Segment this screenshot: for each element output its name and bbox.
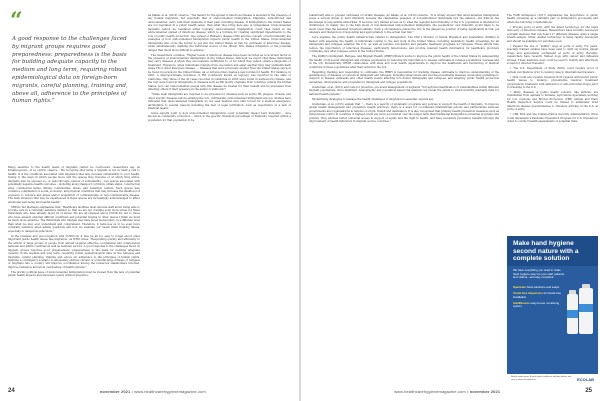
paragraph: The researchers continue, “Higher levels of infectious disease have been recorded as a recurrent factor in the presence of undocumented immigration in the United States. Although we report that these individuals may carry diseases of which they are unaware, indifferent to, or for which they cannot obtain a diagnostic or treatment. Therefore, when individuals migrate from one nation and enter another they may unintentionally share TB or other infectious disease. … Diseases that were previously exempt from the United States can now be found in persons in the United States, an occurrence that creates a new burden for health. For instance, in 2007, a disproportionate incidence of HD (commonly known as leprosy) was reported in the state of California. Only three of the 45 cases recorded in California in 2003 were found in native-born citizens, and the rest were found in immigrants. If diseases such as HD mostly originate from countries outside the United States, how can undocumented people with this disease be treated for their benefit and be prevented from infecting others if their presence in the nation is unknown?” bbox=[148, 53, 291, 92]
right-page bbox=[301, 0, 600, 401]
bullet-item: • The U.S. Department of State (DOS) could require proof of certain vaccinations prior to issuing visas to international travelers. bbox=[507, 67, 598, 74]
ecolab-logo: ECOLAB bbox=[577, 377, 594, 382]
page-number: 24 bbox=[8, 388, 15, 394]
ad-item-desc: for hands-free installation bbox=[513, 290, 561, 299]
left-page-column-1 bbox=[8, 166, 140, 279]
bullet-item: • Provide ports of entry with the latest technology for the rapid discovery of infectious disease. Researchers have recently developed a breath analyzer that can detect 17 different diseases using a single breath sample. Other, similar technology is being rapidly developed and should be available for purchase soon. bbox=[507, 25, 598, 43]
bullet-item: • DOS could also require travelers from regions with known public health issues to undergo preventative medical treatment (prophylactic treatment with antibiotics or anti-retroviral drugs) prior to traveling to the U.S. bbox=[507, 75, 598, 89]
paragraph: Being sensitive to the health needs of migrants cannot be overlooked, researchers say. As Kiriakoupoulos, et al. (2019) observe, “We recognise that being a migrant is not in itself a risk to health. It is the conditions associated with migration that may increase vulnerability to poor health. Owing to the ways in which people move and the spaces they traverse or at which they arrive, migrants may be exposed to—or pass through—spaces of vulnerability – key spaces associated with potentially negative health outcomes – including along transport corridors, urban slums, construction sites, commercial farms, fishing communities, mines, and detention centers. Such spaces may contain a combination of social, economic, and physical conditions that may increase the likelihood of exposure to violence and abuse and/or acquisition of communicable or non-communicable disease. The daily stressors that may be experienced in these spaces are increasingly acknowledged to affect emotional well-being and mental health.” bbox=[8, 166, 140, 204]
ad-list-item bbox=[513, 286, 565, 290]
footer-info: www.healthcarehygienemagazine.com • november 2021 bbox=[394, 388, 501, 394]
paragraph: “While legal immigrants are required to be screened for diseases such as active TB, plagues, cholera, and other specific diseases before entering the U.S., intrinsically undocumented immigrants are not. Studies have indicated that undocumented immigrants do not seek medical care until forced for a medical emergency, attributable to several reasons including the fear of legal retribution, such as deportation or a lack of financial means. bbox=[148, 93, 291, 110]
bullet-item: • CBP, DOS and the Transportation Security Administration (TSA) could implement a Pandemic Prevention Program for U.S. travelers in order to conduct health assessments of potential risks. bbox=[507, 113, 598, 124]
right-page-column-1 bbox=[309, 14, 499, 125]
bullet-item: • Expand the use of “sniffer” dogs at ports of entry. For years, specially trained canines have been used to sniff out bombs, illegal drugs and agricultural contraband at ports of entry. Recently, researchers have recently trained dogs with cancer and influenza viruses. These medicine dogs could be used to rapidly and effectively screen for infected travelers. bbox=[507, 44, 598, 66]
ad-item-desc: easy-to-use monitoring system bbox=[513, 300, 560, 309]
ad-fine-print: Health made easier. Ecolab helps healthcare facilities deliver safe care in clean environments. bbox=[511, 376, 572, 381]
ad-item-name: Spectrum bbox=[513, 285, 526, 289]
paragraph: Modernizing strategies to manage the health challenges of migration is essential, experts say. bbox=[312, 97, 434, 101]
paragraph: Guzhobiak, et al. (2015) explain that “… there is a paucity of systematic programs and policies to support the health of migrants. To improve global health management and preventive health practices, there is a need for coordinated international actions and partnerships between governments and organizations in nations of origin, transit and destination. It is also recognized that primary health prevention measures such as tuberculosis control in countries of highest origin are more economical over the longer term than traditional immigration screening programs and policies. They address better universal access in support of equity and the right to health, and have secondary preventive benefits through the improvement of health indicators in migrant source countries.” bbox=[309, 102, 499, 124]
paragraph: Let’s examine the public health infrastructure related to immigration. The CDC’s Division of Global Migration and Quarantine (DGMQ) is tasked with assessing the health of individuals coming to the and work in the United States, including mandatory health screenings for all immigrants and refugees entering the U.S., as well as revenue vaccination and parasite treatment programs for refugees. These efforts help reduce the importation of infectious diseases, particularly tuberculosis, and provide relevant health information for healthcare providers continuing care after refugees arrive in the United States. bbox=[309, 36, 499, 54]
footer-info: november 2021 • www.healthcarehygienemagazine.com bbox=[99, 388, 206, 394]
left-page-column-2 bbox=[148, 14, 291, 124]
sanitizer-bottle bbox=[579, 288, 593, 334]
footer-site: www.healthcarehygienemagazine.com bbox=[134, 388, 206, 394]
ad-list-item bbox=[513, 292, 565, 299]
paragraph: As Dallas, et al. (2019) observe, “The hazard for the spread of infectious disease is elevated in the presence of any human migration, but especially that of undocumented immigration. Migrants, unmonitored and undocumented, carry with them elements of their past, including disease. If immigrants to the United States are not regulated in a public health sense, then what they bring here also is unregulated. Undocumented migrants cannot be regulated either logically, undocumented immigration could then result in the undocumented spread of infectious disease, which is a formula for creating significant impediments to the role of public health protection. The spread of Hansen’s disease (HD) and the concern of herd immunity are examples of how undocumented immigration impacts public health in the United States. Undocumented immigrants who cross the border to get into the United States at risk for outbreaks of infectious disease, while simultaneously masking the individual source of the threat. This makes mitigation of the potential danger that much more difficult to achieve.” bbox=[148, 14, 291, 52]
footer-date: november 2021 bbox=[99, 388, 131, 394]
paragraph: In the business and preoccupation with COVID-19, it may be all too easy to forget about other important public health issues like migration. As WHO notes, “Responding quickly and efficiently to the arrival of large groups of people from abroad requires effective coordination and collaboration between and within countries as well as between sectors. A good response to the challenges faced by migrant groups requires good preparedness: preparedness is the basis for building adequate capacity in the medium and long term, requiring robust epidemiological data on the refugees and migrants, careful planning, training and, above all, adherence to the principles of human rights. Defining a contingency scenario to adequately address current or potential large influxes of refugees or migrants into a country will improve coordination among the numerous stakeholders involved, improve resilience and avoid overloading of health systems.” bbox=[8, 234, 140, 269]
footer-date: november 2021 bbox=[469, 388, 501, 394]
ad-footer-strip bbox=[507, 374, 598, 388]
paragraph: The DGMQ’s Immigrant, Refugee, and Migrant Health (IRMH) Branch works to improve the public health of the United States by safeguarding the health of US-bound immigrant and refugee populations by reducing the importation to disease outbreaks in refugee populations overseas and in the US. Domestically, IRMH collaborates with state and local health departments to improve the healthcare and monitoring of medical conditions in these populations after their arrival in the U.S. bbox=[309, 55, 499, 69]
ad-headline: Make hand hygiene second nature with a complete solution bbox=[513, 240, 579, 263]
bullet-item: • Many diseases of public health concern, like anthrax, are transmitted from animals to humans. Agriculture Specialists working for U.S. Customs and Border Protection (CBP) Animal and Plant Health Inspection Service could be trained to administer brief infectious disease questionnaires to travelers arriving in the U.S. at ports of entry. bbox=[507, 91, 598, 112]
paragraph: The FAIR whitepaper (2017) emphasizes the importance of public health screening as a standard part of immigration processing and offers the following considerations: bbox=[507, 14, 598, 24]
sanitizer-bottle bbox=[567, 294, 578, 334]
page-number: 25 bbox=[585, 388, 592, 394]
paragraph: The prickly political issue of undocumented immigration must be viewed from the lens of potential public health impacts and discussed openly without prejudice. bbox=[8, 270, 140, 278]
pull-quote-text: A good response to the challenges faced by migrant groups requires good preparedness: preparedness is the basis for building adequate capacity to the medium and long term, requiring robust epidemiological data on foreign-born migrants, careful planning, training and, above all, adherence to the principles of human rights.” bbox=[12, 36, 128, 105]
ad-list-item bbox=[513, 302, 565, 309]
product-bottles-image bbox=[565, 282, 595, 342]
paragraph: Some experts point to how undocumented immigration could potentially impact herd immunity – once known as community protection – which is the specific threshold percentage of immunity required within a population for that population to be bbox=[148, 112, 291, 122]
right-page-column-2 bbox=[507, 14, 598, 125]
footer-site: www.healthcarehygienemagazine.com bbox=[394, 388, 466, 394]
quote-mark-icon: “ bbox=[10, 8, 23, 34]
ad-item-name: IntelliSource bbox=[513, 300, 530, 305]
paragraph: realistically able to prevent outbreaks of certain diseases. As Dallas, et al. (2019) observe, “It is widely argued that undocumented immigration poses a serious threat to herd immunity because the clandestine presence of non-immunized individuals tips the balance—but without the knowledge of responsible authorities. If we have very limited access as to what the regional herd immunity of the U.S. population is intended for childrenpox, in reality, due to the high levels of non-immunized undocumented immigrants, the populations’ own immunity would likely to be much lower than the assumed threshold statistic. Such a circumstance places the U.S. in the dangerous position of being significantly at risk, yet unaware and therefore not responding and appropriately to the actual real risk.” bbox=[309, 14, 499, 35]
ad-item-name: Touch-free dispensers bbox=[513, 290, 543, 295]
paragraph: Guzhobiak, et al. (2015) advocate for proactive, pre-event management of migrants “through the identification of vulnerabilities within different migrant populations. Once identified, demographic and population-based risk analysis can reveal the extent to which mobility gradually risks for national health systems.” bbox=[309, 85, 499, 96]
ecolab-advertisement[interactable] bbox=[507, 236, 598, 388]
left-page bbox=[0, 0, 299, 401]
pull-quote bbox=[10, 8, 140, 164]
left-page-footer bbox=[8, 387, 291, 395]
paragraph: Regarding tracking and responding to outbreaks, the IRMH is responsible for tracking disease outbreaks to improve understanding of the epidemiology of diseases of concern in immigrant and refugees, including tuberculosis and vaccine-preventable diseases; developing guidelines to respond to disease outbreaks and other health events affecting U.S.-bound immigrants and refugees; and adapting public health protection guidelines, interventions, and programs for immigrant and refugee populations. bbox=[309, 70, 499, 84]
right-page-footer bbox=[309, 387, 592, 395]
ad-product-list bbox=[513, 286, 565, 311]
ad-subtext: We have everything you need to make hand hygiene easy for your staff, patients and visitors—and stay compliant: bbox=[513, 268, 565, 280]
ad-item-desc: hand sanitizers and soaps bbox=[526, 285, 560, 289]
paragraph: SHEA’s Ted Mathews emphasizes that “Healthcare facilities must educate staff about being able to provide care in a culturally sensitive manner so that we are not creating even more stress for these individuals who have already faced lot of stress. We are all stressed about COVID-19, but to those who have already endured difficult conditions and potential trauma in other places I think we must be much more sensitive. The individuals who migrate may have faced moral injury on a different level than what we may ever understand and comprehend. Therefore, it behooves us to be even more culturally sensitive when asking questions and how we evaluate our needs when treating illness, especially to dangerous infections.” bbox=[8, 205, 140, 233]
